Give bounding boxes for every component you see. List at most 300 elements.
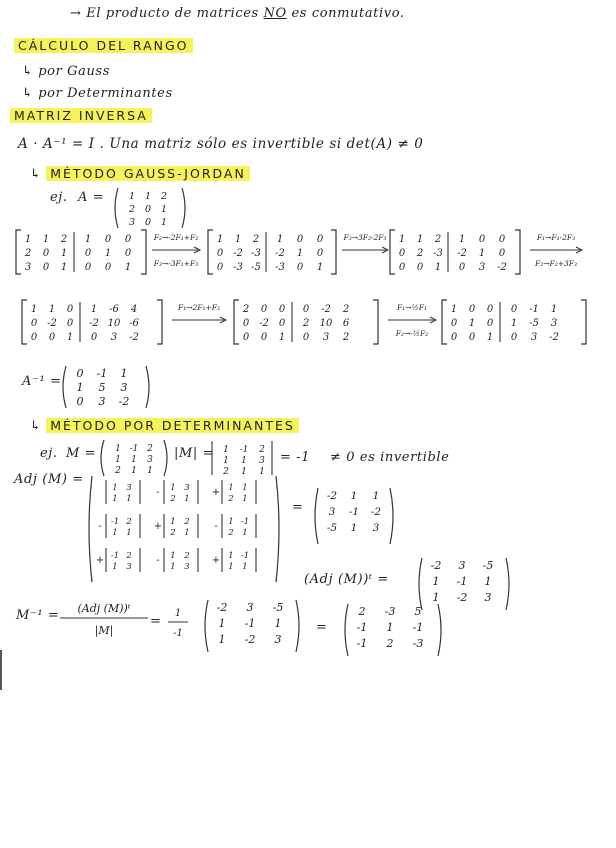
inverse-heading: [10, 108, 152, 124]
row-op-top: F₃→3F₂-2F₃: [343, 233, 387, 242]
matrix-entry: -1: [129, 444, 139, 454]
matrix-entry: 2: [128, 204, 136, 215]
matrix-entry: -1: [348, 506, 360, 518]
sub-arrow-icon: ↳: [30, 167, 47, 182]
fraction-numerator: (Adj (M))ᵗ: [77, 602, 131, 615]
matrix-entry: 0: [124, 234, 132, 245]
det-example-label: ej.: [40, 446, 58, 461]
matrix-entry: 0: [144, 217, 152, 228]
matrix-entry: 1: [372, 490, 380, 502]
matrix-entry: 1: [486, 332, 494, 343]
inverse-fraction: [56, 598, 156, 646]
matrix-entry: 1: [550, 304, 558, 315]
matrix-entry: 0: [84, 248, 92, 259]
commutative-text-before: El producto de matrices: [86, 6, 259, 21]
matrix-entry: 0: [242, 318, 250, 329]
matrix-entry: -2: [216, 601, 228, 614]
right-bracket: [515, 230, 520, 274]
matrix-entry: 3: [120, 381, 128, 394]
matrix-entry: 0: [76, 367, 84, 380]
matrix-entry: 2: [252, 234, 260, 245]
invertible-note: ≠ 0 es invertible: [330, 450, 450, 465]
left-bracket: [390, 230, 395, 274]
matrix-entry: -1: [96, 367, 108, 380]
gj-heading: [30, 166, 250, 182]
minor-entry: -1: [240, 551, 250, 561]
matrix-entry: 0: [76, 395, 84, 408]
matrix-entry: 1: [30, 304, 38, 315]
arrow-icon: →: [70, 6, 82, 21]
matrix-entry: -1: [239, 445, 249, 455]
matrix-entry: 0: [486, 318, 494, 329]
row-op-top: F₁→2F₁+F₂: [178, 303, 220, 312]
det-title: MÉTODO POR DETERMINANTES: [46, 418, 299, 433]
matrix-entry: 1: [259, 467, 265, 477]
matrix-entry: 2: [416, 248, 424, 259]
matrix-entry: 3: [24, 262, 32, 273]
right-bracket: [373, 300, 378, 344]
matrix-entry: 1: [276, 234, 284, 245]
matrix-entry: -5: [529, 318, 539, 329]
minor-entry: 3: [184, 562, 190, 572]
equals-sign: =: [150, 614, 162, 629]
rank-gauss-line: [22, 64, 110, 79]
matrix-entry: 1: [450, 304, 458, 315]
right-paren: [182, 188, 185, 228]
matrix-entry: 1: [60, 248, 68, 259]
matrix-entry: 1: [131, 455, 137, 465]
row-op-top: F₁→½F₁: [397, 303, 427, 312]
matrix-A: [110, 186, 190, 230]
cofactor-sign: -: [214, 521, 218, 532]
matrix-entry: 1: [160, 217, 168, 228]
matrix-entry: 0: [260, 304, 268, 315]
rank-det-line: [22, 86, 173, 101]
matrix-entry: 1: [24, 234, 32, 245]
row-op-step2: [336, 230, 394, 274]
matrix-entry: 2: [160, 191, 168, 202]
commutative-note: [70, 6, 405, 21]
matrix-entry: 2: [358, 605, 366, 618]
matrix-entry: 1: [468, 318, 476, 329]
cofactor-sign: +: [95, 555, 105, 566]
right-paren: [296, 600, 299, 652]
minor-entry: 1: [184, 494, 190, 504]
scalar-fraction: [164, 602, 194, 642]
minor-entry: 1: [126, 528, 132, 538]
matrix-entry: 0: [478, 234, 486, 245]
minor-entry: 3: [126, 483, 132, 493]
matrix-entry: 2: [302, 318, 310, 329]
matrix-entry: -6: [129, 318, 139, 329]
matrix-entry: 1: [115, 455, 121, 465]
matrix-entry: -2: [118, 395, 130, 408]
matrix-entry: 3: [322, 332, 330, 343]
A-inverse-label: A⁻¹ =: [22, 374, 62, 389]
matrix-entry: -2: [456, 591, 468, 604]
row-op-bottom: F₂→F₂+3F₃: [535, 259, 577, 268]
minor-entry: 1: [242, 562, 248, 572]
minor-entry: 2: [126, 551, 132, 561]
minor-entry: 2: [126, 517, 132, 527]
matrix-entry: 0: [278, 318, 286, 329]
matrix-entry: 0: [30, 332, 38, 343]
matrix-entry: -1: [356, 637, 368, 650]
row-op-top: F₁→F₁-2F₃: [536, 233, 576, 242]
matrix-entry: 3: [259, 456, 265, 466]
inverse-definition: A · A⁻¹ = I . Una matriz sólo es invertible si det(A) ≠ 0: [18, 136, 424, 152]
matrix-entry: 1: [120, 367, 128, 380]
matrix-entry: 0: [144, 204, 152, 215]
matrix-entry: 2: [342, 332, 350, 343]
cofactor-sign: -: [98, 521, 102, 532]
matrix-entry: 1: [147, 466, 153, 476]
matrix-entry: 1: [398, 234, 406, 245]
matrix-entry: 0: [302, 332, 310, 343]
augmented-matrix-step3: [388, 228, 524, 278]
matrix-entry: 5: [98, 381, 106, 394]
matrix-entry: -2: [326, 490, 338, 502]
rank-title: CÁLCULO DEL RANGO: [14, 38, 193, 53]
matrix-entry: -2: [275, 248, 285, 259]
matrix-entry: 0: [48, 332, 56, 343]
matrix-entry: 1: [241, 456, 247, 466]
matrix-entry: 1: [234, 234, 242, 245]
fraction-denominator: -1: [173, 628, 183, 639]
matrix-entry: 2: [259, 445, 265, 455]
matrix-entry: 2: [434, 234, 442, 245]
minor-entry: 1: [112, 528, 118, 538]
matrix-entry: 1: [223, 456, 229, 466]
right-paren: [146, 366, 149, 408]
minor-entry: 1: [228, 483, 234, 493]
row-op-top: F₂→-2F₁+F₂: [153, 233, 199, 242]
minor-entry: 2: [170, 528, 176, 538]
right-paren: [390, 488, 393, 544]
minor-entry: -1: [110, 551, 120, 561]
left-bracket: [442, 300, 447, 344]
matrix-entry: 1: [510, 318, 518, 329]
matrix-entry: 3: [328, 506, 336, 518]
matrix-entry: 0: [302, 304, 310, 315]
matrix-entry: 0: [296, 234, 304, 245]
minor-entry: 1: [170, 551, 176, 561]
matrix-entry: 0: [278, 304, 286, 315]
matrix-entry: 3: [478, 262, 486, 273]
minor-entry: 1: [228, 517, 234, 527]
matrix-entry: 0: [398, 262, 406, 273]
matrix-entry: -3: [233, 262, 243, 273]
left-bracket: [234, 300, 239, 344]
left-paren: [205, 600, 208, 652]
matrix-entry: 1: [218, 617, 226, 630]
gj-A-label: A =: [78, 190, 105, 205]
adjugate-transposed-product: [200, 598, 304, 654]
right-paren: [164, 440, 167, 476]
matrix-entry: 0: [242, 332, 250, 343]
matrix-M: [96, 438, 172, 478]
matrix-entry: -2: [457, 248, 467, 259]
minor-entry: 1: [228, 562, 234, 572]
left-paren: [345, 604, 348, 656]
matrix-entry: 6: [342, 318, 350, 329]
matrix-entry: -2: [549, 332, 559, 343]
matrix-entry: 0: [316, 234, 324, 245]
matrix-entry: 1: [478, 248, 486, 259]
matrix-entry: -2: [47, 318, 57, 329]
minor-entry: 1: [184, 528, 190, 538]
augmented-matrix-step2: [206, 228, 340, 278]
matrix-entry: 0: [84, 262, 92, 273]
cofactor-sign: +: [153, 521, 163, 532]
matrix-entry: -3: [275, 262, 285, 273]
matrix-entry: 2: [386, 637, 394, 650]
minor-entry: -1: [240, 517, 250, 527]
matrix-entry: -5: [482, 559, 494, 572]
matrix-entry: 1: [90, 304, 98, 315]
matrix-entry: 3: [147, 455, 153, 465]
matrix-entry: -1: [456, 575, 468, 588]
matrix-M-inverse: [340, 602, 446, 658]
matrix-entry: -3: [251, 248, 261, 259]
matrix-entry: 10: [107, 318, 121, 329]
matrix-entry: 1: [434, 262, 442, 273]
matrix-entry: 0: [468, 304, 476, 315]
matrix-entry: 1: [115, 444, 121, 454]
matrix-entry: 2: [147, 444, 153, 454]
matrix-entry: 1: [76, 381, 84, 394]
matrix-entry: 2: [60, 234, 68, 245]
matrix-entry: 1: [218, 633, 226, 646]
adj-label: Adj (M) =: [14, 472, 84, 487]
matrix-entry: 2: [342, 304, 350, 315]
minor-entry: 1: [170, 483, 176, 493]
matrix-entry: 0: [450, 332, 458, 343]
M-inverse-label: M⁻¹ =: [16, 608, 60, 623]
matrix-entry: 0: [450, 318, 458, 329]
matrix-entry: -5: [326, 522, 338, 534]
commutative-neg: NO: [263, 6, 287, 21]
augmented-matrix-step4: [20, 298, 166, 348]
matrix-entry: 0: [260, 332, 268, 343]
right-paren: [438, 604, 441, 656]
rank-gauss: por Gauss: [38, 64, 110, 79]
sub-arrow-icon: ↳: [22, 86, 39, 101]
detM-label: |M| =: [174, 446, 215, 461]
left-bracket: [22, 300, 27, 344]
right-paren: [276, 476, 279, 582]
fraction-denominator: |M|: [94, 624, 114, 637]
matrix-entry: 0: [498, 248, 506, 259]
minor-entry: 1: [126, 494, 132, 504]
sub-arrow-icon: ↳: [30, 419, 47, 434]
matrix-entry: 0: [416, 262, 424, 273]
minor-entry: 2: [228, 528, 234, 538]
matrix-entry: 1: [84, 234, 92, 245]
matrix-entry: 3: [110, 332, 118, 343]
matrix-entry: -2: [259, 318, 269, 329]
minor-entry: 1: [112, 494, 118, 504]
matrix-entry: -2: [89, 318, 99, 329]
adjT-label: (Adj (M))ᵗ =: [304, 572, 389, 587]
fraction-numerator: 1: [174, 608, 182, 619]
matrix-entry: 0: [42, 262, 50, 273]
matrix-entry: 1: [66, 332, 74, 343]
minor-entry: 3: [126, 562, 132, 572]
matrix-entry: 2: [115, 466, 121, 476]
matrix-entry: 0: [498, 234, 506, 245]
matrix-entry: 4: [130, 304, 138, 315]
matrix-entry: 0: [104, 234, 112, 245]
row-op-step4: [166, 300, 232, 344]
row-op-step5: [382, 300, 442, 344]
matrix-entry: 1: [386, 621, 394, 634]
matrix-entry: 1: [131, 466, 137, 476]
row-op-bottom: F₂→-½F₂: [395, 329, 429, 338]
matrix-entry: 1: [278, 332, 286, 343]
minor-entry: 1: [112, 483, 118, 493]
cofactor-sign: -: [156, 555, 160, 566]
matrix-entry: 0: [510, 332, 518, 343]
matrix-entry: -5: [272, 601, 284, 614]
matrix-entry: 3: [530, 332, 538, 343]
left-paren: [63, 366, 66, 408]
minor-entry: 1: [242, 483, 248, 493]
row-op-bottom: F₃→-3F₁+F₃: [153, 259, 199, 268]
left-paren: [115, 188, 118, 228]
matrix-entry: -3: [384, 605, 396, 618]
detM-value: = -1: [280, 450, 311, 465]
matrix-entry: 0: [124, 248, 132, 259]
matrix-entry: -2: [233, 248, 243, 259]
matrix-entry: 5: [414, 605, 422, 618]
matrix-entry: -2: [430, 559, 442, 572]
matrix-entry: 1: [241, 467, 247, 477]
minor-entry: 1: [170, 562, 176, 572]
matrix-entry: 0: [468, 332, 476, 343]
matrix-entry: 1: [316, 262, 324, 273]
matrix-entry: 0: [458, 262, 466, 273]
minor-entry: 1: [242, 494, 248, 504]
matrix-entry: -2: [244, 633, 256, 646]
matrix-entry: 0: [510, 304, 518, 315]
matrix-entry: 1: [128, 191, 136, 202]
matrix-entry: 1: [160, 204, 168, 215]
minor-entry: 2: [170, 494, 176, 504]
minor-entry: 2: [184, 551, 190, 561]
row-op-step3: [524, 230, 588, 274]
matrix-entry: -2: [321, 304, 331, 315]
matrix-entry: 1: [350, 490, 358, 502]
matrix-entry: 1: [416, 234, 424, 245]
matrix-entry: 1: [432, 575, 440, 588]
matrix-entry: 0: [296, 262, 304, 273]
matrix-entry: 3: [372, 522, 380, 534]
determinant-M: [208, 438, 278, 478]
matrix-entry: -5: [251, 262, 261, 273]
matrix-entry: 2: [24, 248, 32, 259]
inverse-title: MATRIZ INVERSA: [10, 108, 152, 123]
det-heading: [30, 418, 299, 434]
cofactor-sign: +: [211, 487, 221, 498]
gj-example-label: ej.: [50, 190, 68, 205]
cofactor-sign: -: [156, 487, 160, 498]
row-op-step1: [146, 230, 206, 274]
matrix-A-inverse: [58, 364, 154, 410]
matrix-entry: 1: [60, 262, 68, 273]
minor-entry: 1: [242, 528, 248, 538]
augmented-matrix-step1: [14, 228, 150, 278]
adjugate-cofactor-matrix: [84, 474, 284, 586]
matrix-entry: 1: [216, 234, 224, 245]
right-bracket: [157, 300, 162, 344]
minor-entry: 2: [228, 494, 234, 504]
right-bracket: [581, 300, 586, 344]
matrix-entry: -2: [129, 332, 139, 343]
minor-entry: 1: [112, 562, 118, 572]
matrix-entry: -3: [433, 248, 443, 259]
matrix-entry: 0: [90, 332, 98, 343]
equals-sign: =: [316, 620, 328, 635]
matrix-entry: 1: [124, 262, 132, 273]
matrix-entry: 1: [432, 591, 440, 604]
matrix-entry: 3: [98, 395, 106, 408]
matrix-entry: -1: [529, 304, 539, 315]
augmented-matrix-step6: [440, 298, 590, 348]
matrix-entry: 3: [458, 559, 466, 572]
matrix-entry: 1: [223, 445, 229, 455]
matrix-entry: 0: [216, 248, 224, 259]
matrix-entry: 2: [223, 467, 229, 477]
matrix-entry: 0: [66, 304, 74, 315]
matrix-entry: 1: [484, 575, 492, 588]
adjugate-result-matrix: [310, 486, 398, 546]
matrix-entry: 1: [144, 191, 152, 202]
matrix-entry: 0: [398, 248, 406, 259]
right-paren: [506, 558, 509, 610]
minor-entry: -1: [110, 517, 120, 527]
matrix-entry: 10: [319, 318, 333, 329]
minor-entry: 1: [170, 517, 176, 527]
minor-entry: 2: [184, 517, 190, 527]
matrix-entry: 1: [296, 248, 304, 259]
matrix-entry: 3: [128, 217, 136, 228]
rank-det: por Determinantes: [38, 86, 173, 101]
matrix-entry: -1: [356, 621, 368, 634]
matrix-entry: 0: [42, 248, 50, 259]
matrix-entry: 0: [104, 262, 112, 273]
left-bracket: [16, 230, 21, 274]
matrix-entry: 1: [350, 522, 358, 534]
minor-entry: 1: [228, 551, 234, 561]
matrix-entry: 0: [486, 304, 494, 315]
gj-title: MÉTODO GAUSS-JORDAN: [46, 166, 250, 181]
commutative-text-after: es conmutativo.: [291, 6, 405, 21]
augmented-matrix-step5: [232, 298, 382, 348]
matrix-entry: 3: [484, 591, 492, 604]
matrix-entry: -1: [244, 617, 256, 630]
matrix-entry: 1: [458, 234, 466, 245]
left-paren: [101, 440, 104, 476]
left-bracket: [208, 230, 213, 274]
margin-mark: [0, 650, 2, 690]
matrix-entry: 0: [216, 262, 224, 273]
matrix-entry: -2: [370, 506, 382, 518]
left-paren: [315, 488, 318, 544]
equals-sign: =: [292, 500, 304, 515]
matrix-entry: 1: [274, 617, 282, 630]
matrix-entry: 0: [316, 248, 324, 259]
